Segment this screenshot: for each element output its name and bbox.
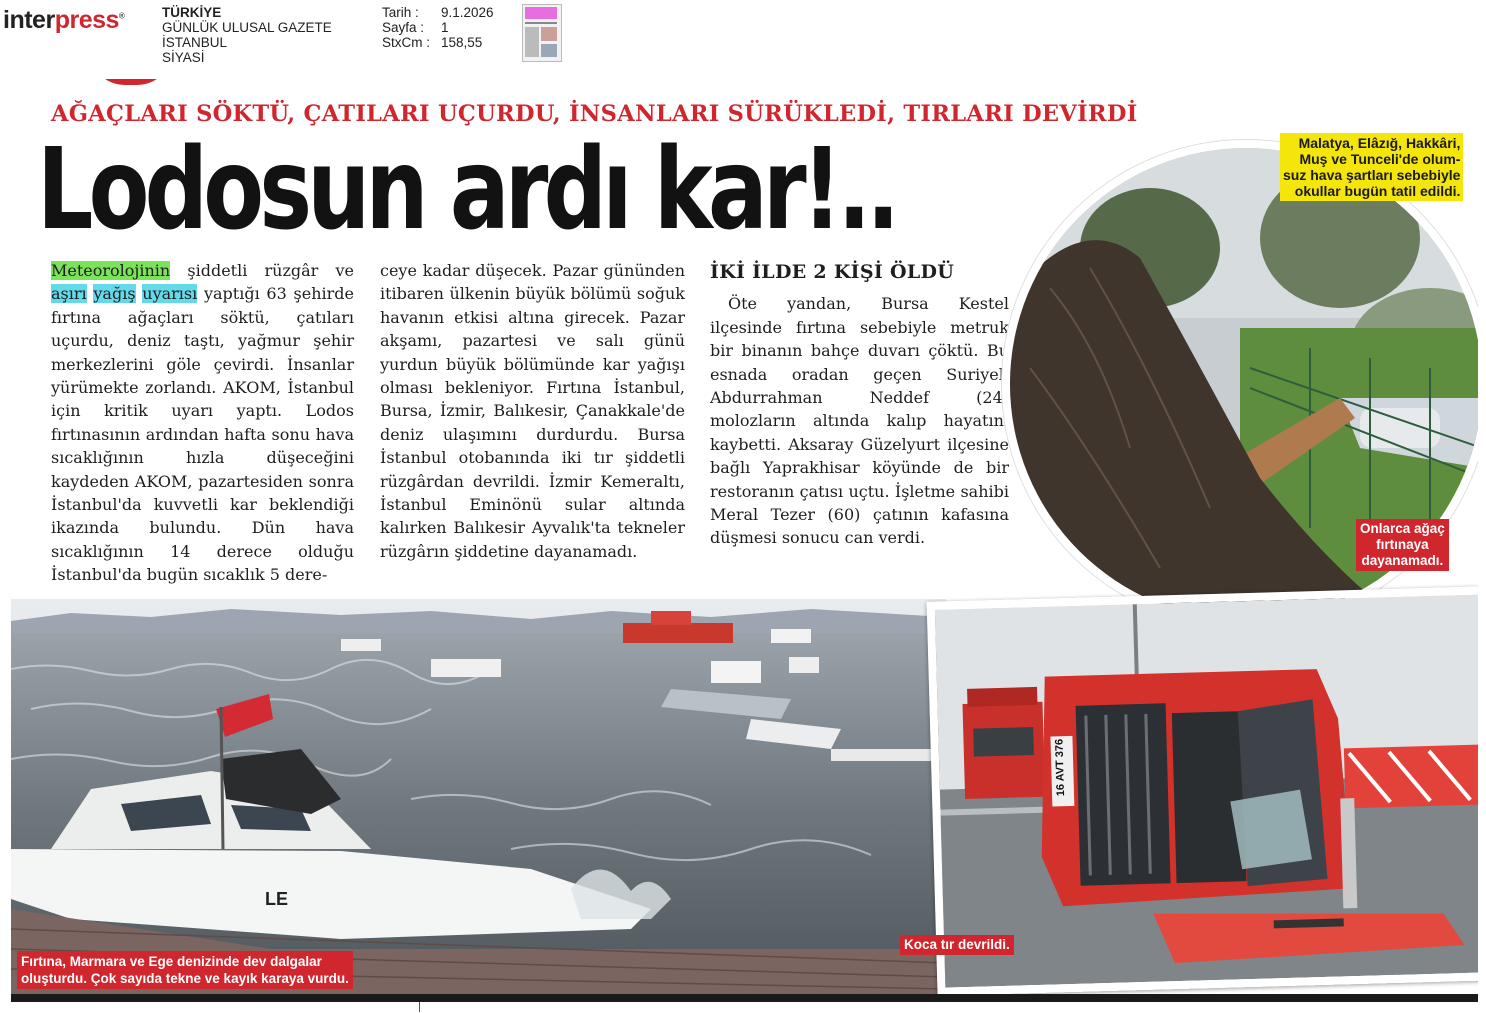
caption-line: oluşturdu. Çok sayıda tekne ve kayık karaya vurdu. bbox=[21, 971, 349, 986]
article-column-2: ceye kadar düşecek. Pazar gününden itibaren ülkenin büyük bölümü soğuk havanın etkisi altına girecek. Pazar akşamı, pazartesi ve salı günü yurdun büyük bölümünde kar yağışı olması bekleniyor. Fırtına İstanbul, Bursa, İzmir, Balıkesir, Çanakkale'de deniz ulaşımını durdurdu. Bursa İstanbul otobanında iki tır şiddetli rüzgârdan devrildi. İzmir Kemeraltı, İstanbul Eminönü sular altında kalırken Balıkesir Ayvalık'ta tekneler rüzgârın şiddetine dayanamadı. bbox=[380, 261, 685, 561]
caption-line: Muş ve Tunceli'de olum- bbox=[1299, 151, 1461, 167]
publication-info bbox=[162, 5, 332, 65]
news-article bbox=[11, 79, 1478, 997]
overturned-truck-image bbox=[935, 594, 1478, 987]
tick-mark bbox=[419, 1002, 420, 1012]
publication-category: SİYASİ bbox=[162, 50, 205, 65]
page-thumbnail[interactable] bbox=[522, 4, 562, 62]
article-headline: Lodosun ardı kar!.. bbox=[37, 125, 896, 255]
caption-line: okullar bugün tatil edildi. bbox=[1294, 183, 1461, 199]
logo-accent: press bbox=[54, 6, 119, 34]
highlight-term: aşırı bbox=[51, 284, 87, 304]
highlight-term: Meteorolojinin bbox=[51, 261, 171, 280]
stxcm-value: 158,55 bbox=[441, 35, 483, 50]
caption-line: Onlarca ağaç bbox=[1360, 521, 1445, 536]
column-subheading: İKİ İLDE 2 KİŞİ ÖLDÜ bbox=[710, 261, 955, 283]
caption-line: dayanamadı. bbox=[1361, 553, 1444, 568]
bottom-rule bbox=[11, 994, 1478, 1002]
schools-closed-caption bbox=[1280, 133, 1463, 201]
page-label: Sayfa : bbox=[382, 20, 425, 35]
caption-line: suz hava şartları sebebiyle bbox=[1283, 167, 1461, 183]
boat-name-text: LE bbox=[265, 889, 289, 909]
license-plate-text: 16 AVT 376 bbox=[1053, 738, 1068, 797]
truck-caption: Koca tır devrildi. bbox=[900, 935, 1014, 955]
article-column-1 bbox=[51, 259, 354, 587]
highlight-term: uyarısı bbox=[142, 284, 198, 304]
date-label: Tarih : bbox=[382, 5, 419, 20]
body-text: Öte yandan, Bursa Kestel ilçesinde fırtına sebebiyle metruk bir binanın bahçe duvarı çöktü. Bu esnada oradan geçen Suriyeli Abdurrahman Neddef (24) molozların altında kalıp hayatını kaybetti. Aksaray Güzelyurt ilçesine bağlı Yaprakhisar köyünde de bir restoranın çatısı uçtu. İşletme sahibi Meral Tezer (60) çatının kafasına düşmesi sonucu can verdi. bbox=[710, 294, 1009, 548]
article-column-3 bbox=[710, 259, 1009, 550]
highlight-term: yağış bbox=[93, 284, 136, 304]
publication-city: İSTANBUL bbox=[162, 35, 228, 50]
interpress-logo bbox=[3, 6, 124, 35]
clip-meta-labels bbox=[382, 5, 430, 50]
stxcm-label: StxCm : bbox=[382, 35, 431, 50]
caption-line: fırtınaya bbox=[1376, 537, 1429, 552]
sea-photo-caption bbox=[17, 951, 353, 989]
page-value: 1 bbox=[441, 20, 449, 35]
registered-mark: ® bbox=[118, 11, 125, 21]
body-text: şiddetli rüzgâr ve bbox=[170, 261, 354, 280]
caption-line: Malatya, Elâzığ, Hakkâri, bbox=[1298, 135, 1461, 151]
publication-country: TÜRKİYE bbox=[162, 5, 222, 20]
body-text: yaptığı 63 şehirde fırtına ağaçları söktü, çatıları uçurdu, deniz taştı, yağmur şehir merkezlerini göle çevirdi. İnsanlar yürümekte zorlandı. AKOM, İstanbul için kritik uyarı yaptı. Lodos fırtınasının ardından hafta sonu hava sıcaklığının hızla düşeceğini kaydeden AKOM, pazartesiden sonra İstanbul'da kuvvetli kar beklendiği ikazında bulundu. Dün hava sıcaklığının 14 derece olduğu İstanbul'da bugün sıcaklık 5 dere- bbox=[51, 284, 354, 585]
storm-sea-photo bbox=[11, 599, 946, 994]
clip-meta-values bbox=[441, 5, 494, 50]
date-value: 9.1.2026 bbox=[441, 5, 494, 20]
tree-caption bbox=[1356, 519, 1449, 571]
storm-sea-image bbox=[11, 599, 946, 994]
publication-type: GÜNLÜK ULUSAL GAZETE bbox=[162, 20, 332, 35]
section-tab bbox=[89, 79, 173, 85]
caption-line: Fırtına, Marmara ve Ege denizinde dev dalgalar bbox=[21, 954, 322, 969]
logo-main: inter bbox=[3, 6, 55, 34]
article-kicker: AĞAÇLARI SÖKTÜ, ÇATILARI UÇURDU, İNSANLARI SÜRÜKLEDİ, TIRLARI DEVİRDİ bbox=[51, 101, 1138, 127]
